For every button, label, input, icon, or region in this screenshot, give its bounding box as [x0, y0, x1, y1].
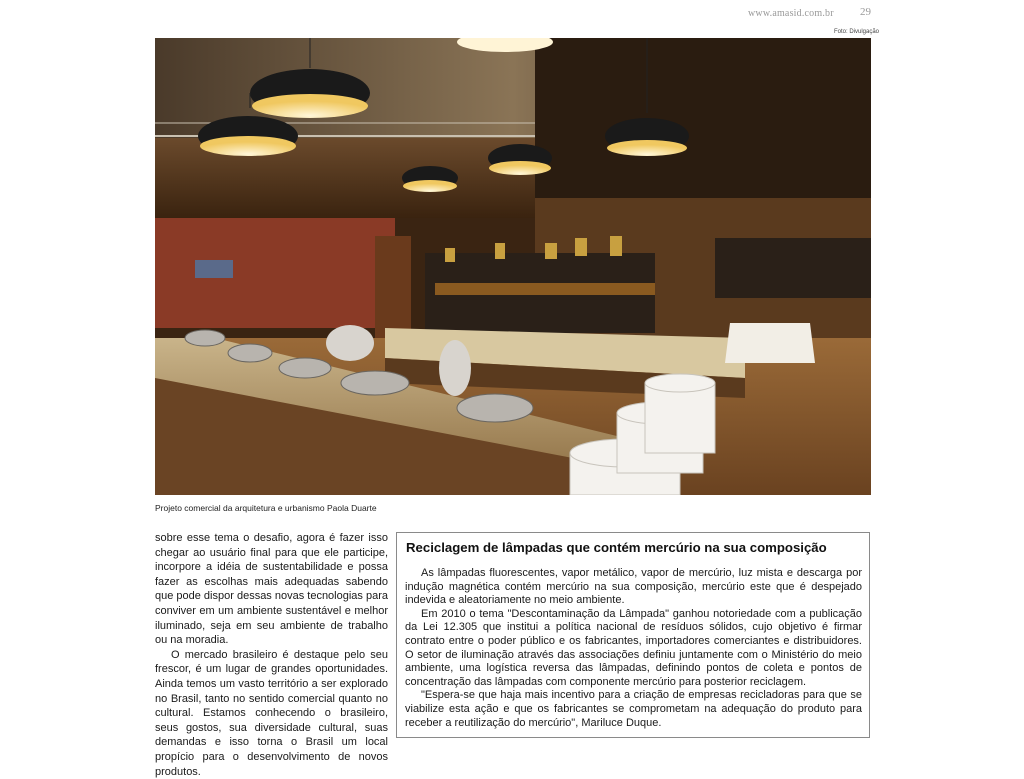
site-url: www.amasid.com.br	[748, 8, 834, 19]
paragraph: As lâmpadas fluorescentes, vapor metálico, vapor de mercúrio, luz mista e descarga por indução magnética contém mercúrio na sua composição, mercúrio este que é despejado indevida e aleatoriamente no meio ambiente.	[405, 567, 862, 607]
paragraph: sobre esse tema o desafio, agora é fazer isso chegar ao usuário final para que ele participe, incorpore a idéia de sustentabilidade e possa fazer as escolhas mais adequadas sabendo que pode dispor dessas novas tecnologias para conviver em um ambiente sustentável e melhor iluminado, seja em seu ambiente de trabalho ou na moradia.	[155, 532, 388, 647]
paragraph: "Espera-se que haja mais incentivo para a criação de empresas recicladoras para que se viabilize esta ação e que os fabricantes se comprometam na adequação do produto para receber a reutilização do mercúrio", Mariluce Duque.	[405, 689, 862, 729]
photo-caption: Projeto comercial da arquitetura e urbanismo Paola Duarte	[155, 503, 377, 513]
sidebar-body	[405, 567, 862, 730]
restaurant-photo	[155, 38, 871, 495]
paragraph: O mercado brasileiro é destaque pelo seu frescor, é um lugar de grandes oportunidades. Ainda temos um vasto território a ser explorado no Brasil, tanto no sentido comercial quanto no cultural. Estamos conhecendo o brasileiro, seus gostos, sua diversidade cultural, suas demandas e isso torna o Brasil um local propício para o desenvolvimento de novos produtos.	[155, 648, 388, 778]
paragraph: Em 2010 o tema "Descontaminação da Lâmpada" ganhou notoriedade com a publicação da Lei 12.305 que institui a política nacional de resíduos sólidos, cujo objetivo é firmar contrato entre o poder público e os fabricantes, importadores comerciantes e distribuidores. O setor de iluminação através das associações definiu juntamente com o Ministério do meio ambiente, uma logística reversa das lâmpadas, definindo pontos de coleta e pontos de concentração das lâmpadas com componente mercúrio para posterior reciclagem.	[405, 607, 862, 688]
left-column	[155, 531, 388, 779]
photo-credit: Foto: Divulgação	[834, 29, 880, 35]
page-number: 29	[860, 6, 871, 18]
sidebar-title: Reciclagem de lâmpadas que contém mercúrio na sua composição	[406, 540, 827, 555]
sidebar-box	[396, 532, 870, 738]
